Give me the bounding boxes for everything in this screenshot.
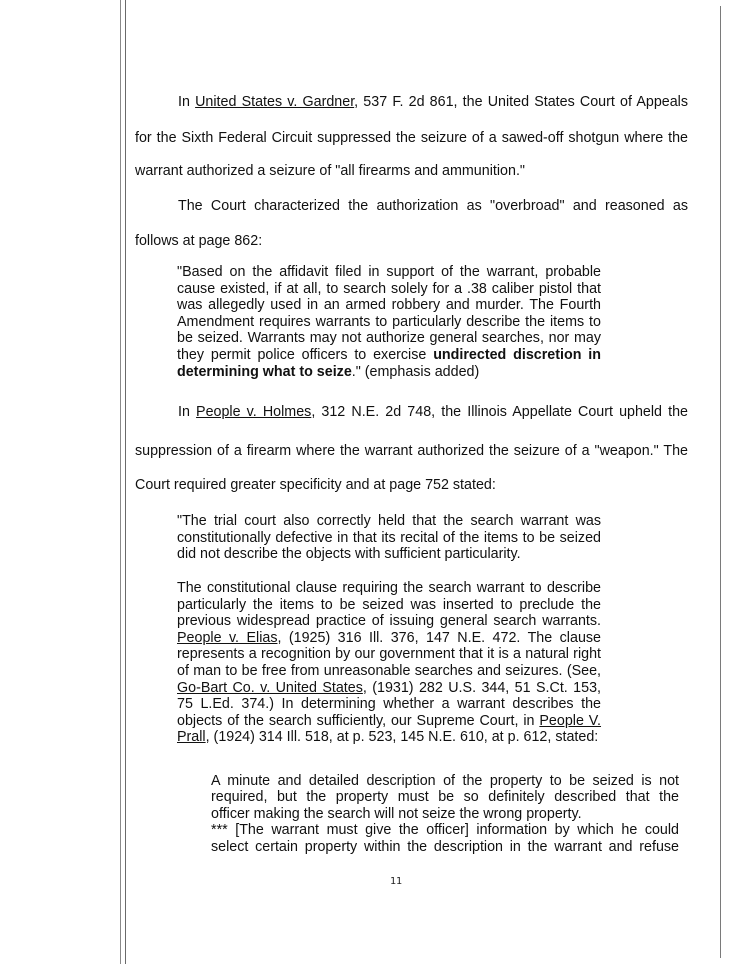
paragraph-2-line-2: follows at page 862: (135, 233, 263, 249)
paragraph-3-line-1 (135, 404, 688, 420)
quote-line: did not describe the objects with sufficient particularity. (177, 546, 521, 563)
quote-line: "Based on the affidavit filed in support of the warrant, probable (177, 264, 601, 280)
quote-line: *** [The warrant must give the officer] information by which he could (211, 822, 679, 839)
text: , 537 F. 2d 861, the United States Court of Appeals (354, 94, 688, 110)
text: In (178, 94, 196, 110)
quote-line: be seized. Warrants may not authorize general searches, nor may (177, 330, 601, 347)
left-margin-line-inner (125, 0, 126, 964)
case-citation-gardner: United States v. Gardner (195, 94, 355, 110)
text: In (178, 404, 197, 420)
text: objects of the search sufficiently, our Supreme Court, in (177, 712, 540, 729)
text: , (1924) 314 Ill. 518, at p. 523, 145 N.E. 610, at p. 612, stated: (205, 729, 599, 746)
quote-line: The constitutional clause requiring the search warrant to describe (177, 580, 601, 596)
case-citation-elias: People v. Elias (177, 629, 278, 646)
quote-line: of man to be free from unreasonable searches and seizures. (See, (177, 662, 601, 679)
quote-line (177, 364, 601, 381)
quote-line: officer making the search will not seize the wrong property. (211, 805, 582, 822)
case-citation-holmes: People v. Holmes (196, 404, 312, 420)
quote-line: was allegedly used in an armed robbery and murder. The Fourth (177, 297, 601, 314)
block-quote-gardner (177, 264, 601, 380)
quote-line (177, 729, 601, 746)
paragraph-3-line-3: Court required greater specificity and at page 752 stated: (135, 477, 496, 493)
text: , (1925) 316 Ill. 376, 147 N.E. 472. The clause (277, 629, 601, 646)
text: , (1931) 282 U.S. 344, 51 S.Ct. 153, (362, 679, 601, 696)
left-margin-line-outer (120, 0, 121, 964)
quote-line: previous widespread practice of issuing general search warrants. (177, 613, 601, 630)
right-margin-line (720, 6, 721, 958)
case-citation-prall: People V. (539, 712, 602, 729)
quote-line: cause existed, if at all, to search solely for a .38 caliber pistol that (177, 280, 601, 297)
paragraph-1-line-3: warrant authorized a seizure of "all firearms and ammunition." (135, 163, 525, 179)
quote-line: required, but the property must be so definitely described that the (211, 789, 679, 806)
quote-line: particularly the items to be seized was inserted to preclude the (177, 596, 601, 613)
case-citation-go-bart: Go-Bart Co. v. United States (177, 679, 363, 696)
quote-line: select certain property within the description in the warrant and refuse (211, 838, 679, 855)
text: , 312 N.E. 2d 748, the Illinois Appellate Court upheld the (311, 404, 688, 420)
quote-line: "The trial court also correctly held that the search warrant was (177, 513, 601, 529)
quote-line: 75 L.Ed. 374.) In determining whether a warrant describes the (177, 696, 601, 713)
paragraph-1-line-2: for the Sixth Federal Circuit suppressed the seizure of a sawed-off shotgun where the (135, 130, 688, 146)
paragraph-3-line-2: suppression of a firearm where the warrant authorized the seizure of a "weapon." The (135, 443, 688, 459)
paragraph-1-line-1 (135, 94, 688, 110)
nested-quote-prall (211, 773, 679, 855)
page-number: 11 (390, 876, 403, 887)
quote-line (177, 713, 601, 730)
quote-line: A minute and detailed description of the property to be seized is not (211, 773, 679, 789)
text: ." (emphasis added) (351, 363, 480, 380)
quote-line (177, 630, 601, 647)
case-citation-prall-cont: Prall (177, 729, 206, 746)
quote-line (177, 680, 601, 697)
quote-line: represents a recognition by our government that it is a natural right (177, 646, 601, 663)
paragraph-2-line-1: The Court characterized the authorization as "overbroad" and reasoned as (178, 198, 688, 214)
emphasis-text: determining what to seize (177, 363, 352, 380)
quote-line: Amendment requires warrants to particularly describe the items to (177, 313, 601, 330)
emphasis-text: undirected discretion in (433, 346, 601, 363)
quote-line (177, 347, 601, 364)
quote-line: constitutionally defective in that its recital of the items to be seized (177, 529, 601, 546)
text: they permit police officers to exercise (177, 346, 434, 363)
block-quote-holmes (177, 513, 601, 563)
block-quote-holmes-continued (177, 580, 601, 746)
